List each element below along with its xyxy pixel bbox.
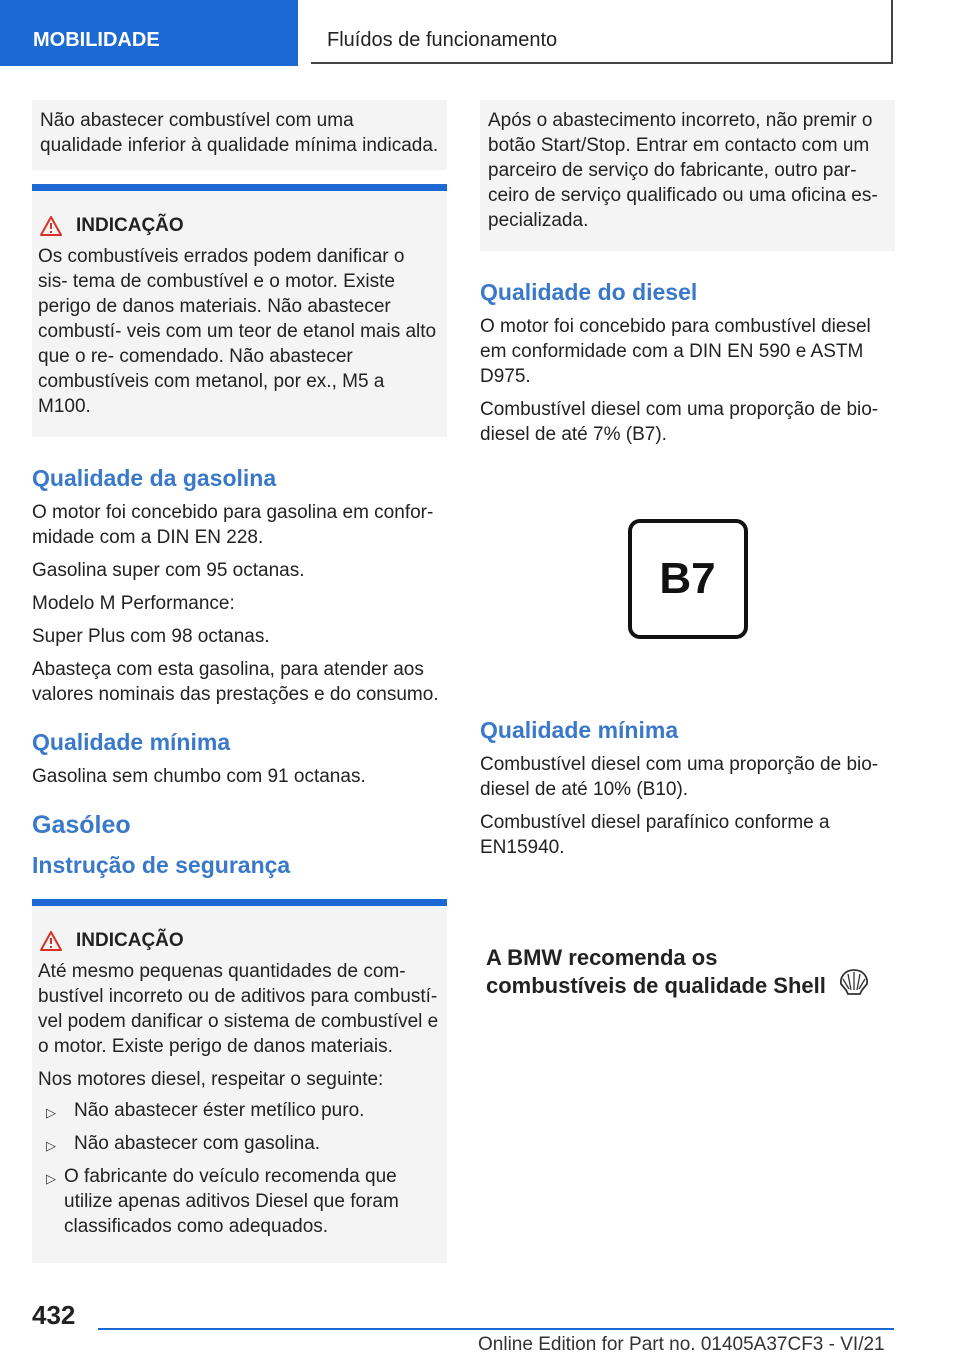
warning-box [32,184,447,437]
page-number: 432 [32,1300,76,1330]
gasoline-p2: Gasolina super com 95 octanas. [32,560,305,581]
shell-recommendation [480,944,895,1000]
warning-icon [40,931,62,951]
intro-box [32,100,447,170]
safety-warning-header [38,928,439,953]
min-quality-p1: Gasolina sem chumbo com 91 octanas. [32,766,366,787]
left-column [32,100,447,1263]
section-tab [0,0,298,66]
list-item: ▷ Não abastecer com gasolina. [38,1131,439,1158]
safety-warning-title: INDICAÇÃO [76,930,184,951]
warning-header [38,213,439,238]
min-quality-heading: Qualidade mínima [32,729,231,755]
diesel-min-p2: Combustível diesel parafínico conforme a EN15940. [480,812,830,858]
triangle-bullet-icon: ▷ [46,1105,56,1120]
b7-fuel-label-icon: B7 [628,519,748,639]
shell-line2: combustíveis de qualidade Shell [486,973,826,998]
diesel-min-p1: Combustível diesel com uma proporção de bio- diesel de até 10% (B10). [480,754,879,800]
list-item: ▷ O fabricante do veículo recomenda que utilize apenas aditivos Diesel que foram classificados como adequados. [46,1166,399,1237]
edition-info: Online Edition for Part no. 01405A37CF3 - VI/21 [478,1334,885,1355]
chapter-title: Fluídos de funcionamento [327,29,558,51]
shell-logo-icon [838,968,870,996]
safety-warning-text2: Nos motores diesel, respeitar o seguinte: [38,1069,384,1090]
gasoline-p3: Modelo M Performance: [32,593,235,614]
list-item: ▷ Não abastecer éster metílico puro. [38,1098,439,1125]
diesel-heading: Gasóleo [32,811,131,839]
intro-text: Não abastecer combustível com uma qualidade inferior à qualidade mínima indicada. [40,110,439,156]
safety-warning-box [32,899,447,1263]
diesel-quality-heading: Qualidade do diesel [480,279,698,305]
right-column [480,100,895,1000]
warning-title: INDICAÇÃO [76,215,184,236]
warning-icon [40,216,62,236]
triangle-bullet-icon: ▷ [46,1138,56,1153]
section-title: MOBILIDADE [33,29,160,51]
safety-warning-text: Até mesmo pequenas quantidades de com- bustível incorreto ou de aditivos para combustí- vel podem danificar o sistema de combustível e o motor. Existe perigo de danos materiais. [38,961,439,1057]
chapter-header [311,0,893,64]
diesel-p1: O motor foi concebido para combustível diesel em conformidade com a DIN EN 590 e ASTM D975. [480,316,871,387]
footer-divider [98,1328,894,1330]
incorrect-fuel-box [480,100,895,251]
gasoline-heading: Qualidade da gasolina [32,465,277,491]
incorrect-fuel-text: Após o abastecimento incorreto, não premir o botão Start/Stop. Entrar em contacto com um parceiro de serviço do fabricante, outro par- ceiro de serviço qualificado ou uma oficina es- pecializada. [488,110,878,231]
shell-line1: A BMW recomenda os [486,945,718,970]
gasoline-p1: O motor foi concebido para gasolina em confor- midade com a DIN EN 228. [32,502,434,548]
gasoline-p5: Abasteça com esta gasolina, para atender aos valores nominais das prestações e do consumo. [32,659,439,705]
diesel-p2: Combustível diesel com uma proporção de bio- diesel de até 7% (B7). [480,399,879,445]
safety-heading: Instrução de segurança [32,852,291,878]
triangle-bullet-icon: ▷ [46,1171,56,1186]
diesel-min-quality-heading: Qualidade mínima [480,717,679,743]
gasoline-p4: Super Plus com 98 octanas. [32,626,270,647]
warning-text: Os combustíveis errados podem danificar o sis- tema de combustível e o motor. Existe perigo de danos materiais. Não abastecer combustí- veis com um teor de etanol mais alto que o re- comendado. Não abastecer combustíveis com metanol, por ex., M5 a M100. [38,246,437,417]
